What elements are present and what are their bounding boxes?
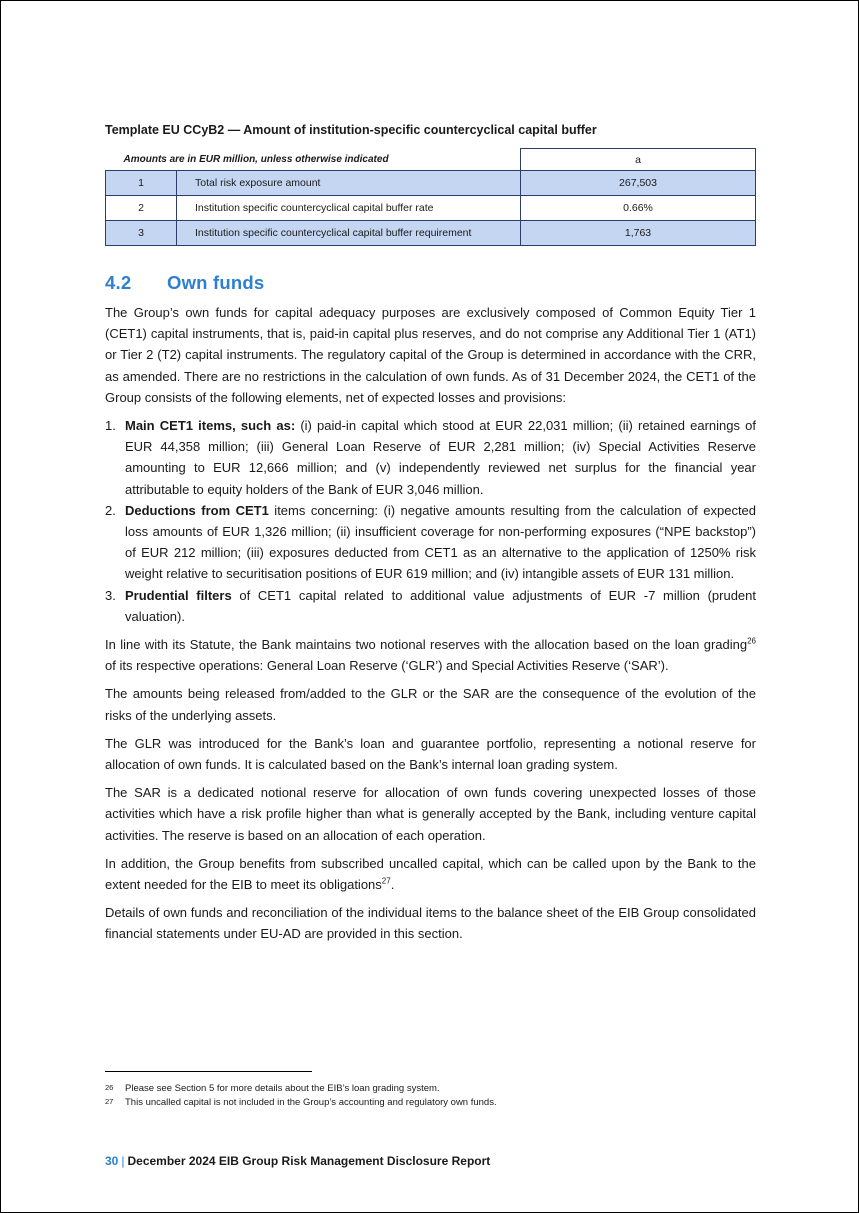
table-row xyxy=(106,196,756,221)
row-label: Total risk exposure amount xyxy=(177,171,521,196)
column-a-header: a xyxy=(521,149,756,171)
footnote-ref-27[interactable]: 27 xyxy=(381,876,391,886)
section-title: Own funds xyxy=(167,272,265,293)
list-item xyxy=(105,500,756,585)
uncalled-capital-paragraph xyxy=(105,853,756,895)
section-number: 4.2 xyxy=(105,272,132,293)
footnote-27 xyxy=(105,1096,756,1110)
sar-paragraph: The SAR is a dedicated notional reserve for allocation of own funds covering unexpected losses of those activities which have a risk profile higher than what is generally accepted by the Bank, including venture capital activities. The reserve is based on an allocation of each operation. xyxy=(105,785,756,843)
row-number: 3 xyxy=(106,221,177,246)
statute-text-end: of its respective operations: General Loan Reserve (‘GLR’) and Special Activities Reserve (‘SAR’). xyxy=(105,658,669,674)
amounts-note: Amounts are in EUR million, unless otherwise indicated xyxy=(123,153,389,165)
row-label: Institution specific countercyclical capital buffer requirement xyxy=(177,221,521,246)
footnote-ref-26[interactable]: 26 xyxy=(747,636,756,646)
row-value: 1,763 xyxy=(521,221,756,246)
list-item-number: 3. xyxy=(105,587,116,603)
page-footer xyxy=(105,1154,490,1168)
list-item-text: of CET1 capital related to additional value adjustments of EUR -7 million (prudent valuation). xyxy=(125,587,756,624)
section-heading xyxy=(105,272,756,294)
row-label: Institution specific countercyclical capital buffer rate xyxy=(177,196,521,221)
list-item-text: (i) paid-in capital which stood at EUR 22,031 million; (ii) retained earnings of EUR 44,358 million; (iii) General Loan Reserve of EUR 2,281 million; (iv) Special Activities Reserve amounting to EUR 12,666 million; and (v) independently reviewed net surplus for the financial year attributable to equity holders of the Bank of EUR 3,046 million. xyxy=(125,418,756,497)
list-item-heading: Prudential filters xyxy=(125,587,232,603)
statute-paragraph xyxy=(105,634,756,676)
glr-paragraph: The GLR was introduced for the Bank’s loan and guarantee portfolio, representing a notional reserve for allocation of own funds. It is calculated based on the Bank’s internal loan grading system. xyxy=(105,735,756,773)
list-item-heading: Main CET1 items, such as: xyxy=(125,418,296,434)
list-item-number: 2. xyxy=(105,502,116,518)
row-number: 1 xyxy=(106,171,177,196)
report-title: December 2024 EIB Group Risk Management Disclosure Report xyxy=(127,1154,491,1168)
row-value: 267,503 xyxy=(521,171,756,196)
footer-separator: | xyxy=(121,1154,125,1168)
ccyb2-table xyxy=(105,148,756,246)
footnote-26 xyxy=(105,1082,756,1096)
footnote-number: 27 xyxy=(105,1097,114,1106)
statute-text: In line with its Statute, the Bank maintains two notional reserves with the allocation based on the loan grading xyxy=(105,637,748,653)
page-content xyxy=(105,123,756,952)
list-item xyxy=(105,585,756,627)
table-header-row xyxy=(106,149,756,171)
footnote-text: This uncalled capital is not included in the Group’s accounting and regulatory own funds. xyxy=(125,1097,497,1108)
footnote-divider xyxy=(105,1071,312,1072)
row-value: 0.66% xyxy=(521,196,756,221)
footnote-text: Please see Section 5 for more details about the EIB’s loan grading system. xyxy=(125,1083,440,1094)
footnotes xyxy=(105,1082,756,1110)
cet1-elements-list xyxy=(105,415,756,627)
details-paragraph: Details of own funds and reconciliation of the individual items to the balance sheet of the EIB Group consolidated financial statements under EU-AD are provided in this section. xyxy=(105,905,756,942)
footnote-number: 26 xyxy=(105,1083,114,1092)
list-item-number: 1. xyxy=(105,418,116,434)
template-title: Template EU CCyB2 — Amount of institution-specific countercyclical capital buffer xyxy=(105,123,597,137)
uncalled-text-end: . xyxy=(390,877,395,893)
released-paragraph: The amounts being released from/added to the GLR or the SAR are the consequence of the evolution of the risks of the underlying assets. xyxy=(105,686,756,723)
list-item-text: items concerning: (i) negative amounts resulting from the calculation of expected loss amounts of EUR 1,326 million; (ii) insufficient coverage for non-performing exposures (“NPE backstop”) of EUR 212 million; (iii) exposures deducted from CET1 as an alternative to the application of 1250% risk weight relative to securitisation positions of EUR 619 million; and (iv) intangible assets of EUR 131 million. xyxy=(125,502,757,582)
uncalled-text: In addition, the Group benefits from subscribed uncalled capital, which can be called upon by the Bank to the extent needed for the EIB to meet its obligations xyxy=(105,855,756,893)
page-number: 30 xyxy=(105,1154,119,1168)
list-item xyxy=(105,415,756,500)
row-number: 2 xyxy=(106,196,177,221)
list-item-heading: Deductions from CET1 xyxy=(125,502,269,518)
table-row xyxy=(106,221,756,246)
table-row xyxy=(106,171,756,196)
intro-paragraph: The Group’s own funds for capital adequacy purposes are exclusively composed of Common Equity Tier 1 (CET1) capital instruments, that is, paid-in capital plus reserves, and do not comprise any Additional Tier 1 (AT1) or Tier 2 (T2) capital instruments. The regulatory capital of the Group is determined in accordance with the CRR, as amended. There are no restrictions in the calculation of own funds. As of 31 December 2024, the CET1 of the Group consists of the following elements, net of expected losses and provisions: xyxy=(105,305,756,405)
